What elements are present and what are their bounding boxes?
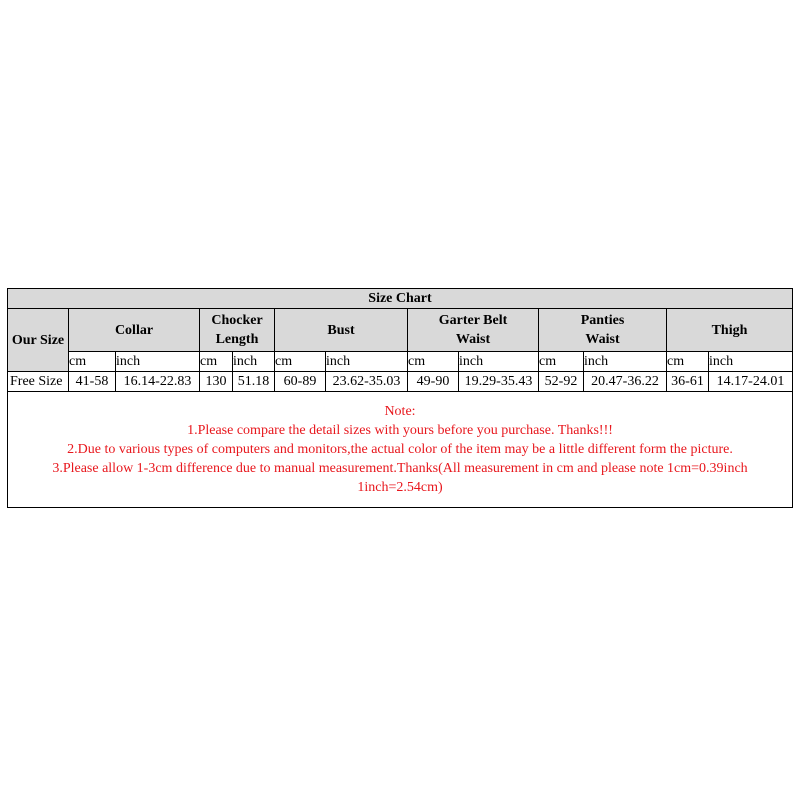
bust-inch: 23.62-35.03 [326, 372, 408, 392]
unit-inch: inch [233, 352, 275, 372]
chocker-length-cm: 130 [200, 372, 233, 392]
unit-cm: cm [667, 352, 709, 372]
chocker-length-inch: 51.18 [233, 372, 275, 392]
unit-cm: cm [200, 352, 233, 372]
column-header-garter-belt-waist [408, 309, 539, 352]
column-header-line: Thigh [711, 322, 748, 338]
unit-inch: inch [116, 352, 200, 372]
column-header-collar [69, 309, 200, 352]
column-header-line: Waist [455, 332, 491, 347]
column-header-bust [275, 309, 408, 352]
size-chart-title: Size Chart [8, 289, 793, 309]
note-line-3: 3.Please allow 1-3cm difference due to manual measurement.Thanks(All measurement in cm and please note 1cm=0.39inch [52, 461, 748, 476]
column-header-line: Bust [327, 322, 355, 338]
unit-cm: cm [69, 352, 116, 372]
size-chart-table [7, 288, 793, 508]
column-header-line: Collar [114, 322, 154, 338]
unit-inch: inch [584, 352, 667, 372]
panties-waist-inch: 20.47-36.22 [584, 372, 667, 392]
unit-inch: inch [709, 352, 793, 372]
garter-belt-waist-inch: 19.29-35.43 [459, 372, 539, 392]
notes-block [8, 392, 793, 508]
note-heading: Note: [384, 404, 416, 419]
column-header-chocker-length [200, 309, 275, 352]
unit-cm: cm [539, 352, 584, 372]
size-chart [7, 288, 792, 508]
column-header-thigh [667, 309, 793, 352]
note-line-2: 2.Due to various types of computers and monitors,the actual color of the item may be a little different form the picture. [67, 442, 733, 457]
table-row [8, 372, 793, 392]
column-header-line: Length [215, 332, 259, 347]
bust-cm: 60-89 [275, 372, 326, 392]
unit-inch: inch [326, 352, 408, 372]
note-line-1: 1.Please compare the detail sizes with yours before you purchase. Thanks!!! [187, 423, 613, 438]
thigh-inch: 14.17-24.01 [709, 372, 793, 392]
garter-belt-waist-cm: 49-90 [408, 372, 459, 392]
size-label: Free Size [8, 372, 69, 392]
column-header-line: Garter Belt [438, 313, 508, 328]
column-header-panties-waist [539, 309, 667, 352]
column-header-line: Waist [585, 332, 620, 347]
unit-cm: cm [275, 352, 326, 372]
unit-cm: cm [408, 352, 459, 372]
panties-waist-cm: 52-92 [539, 372, 584, 392]
column-header-line: Panties [580, 313, 625, 328]
note-line-4: 1inch=2.54cm) [357, 480, 443, 495]
column-header-line: Chocker [211, 313, 263, 328]
thigh-cm: 36-61 [667, 372, 709, 392]
unit-inch: inch [459, 352, 539, 372]
our-size-header: Our Size [8, 309, 69, 372]
collar-inch: 16.14-22.83 [116, 372, 200, 392]
collar-cm: 41-58 [69, 372, 116, 392]
